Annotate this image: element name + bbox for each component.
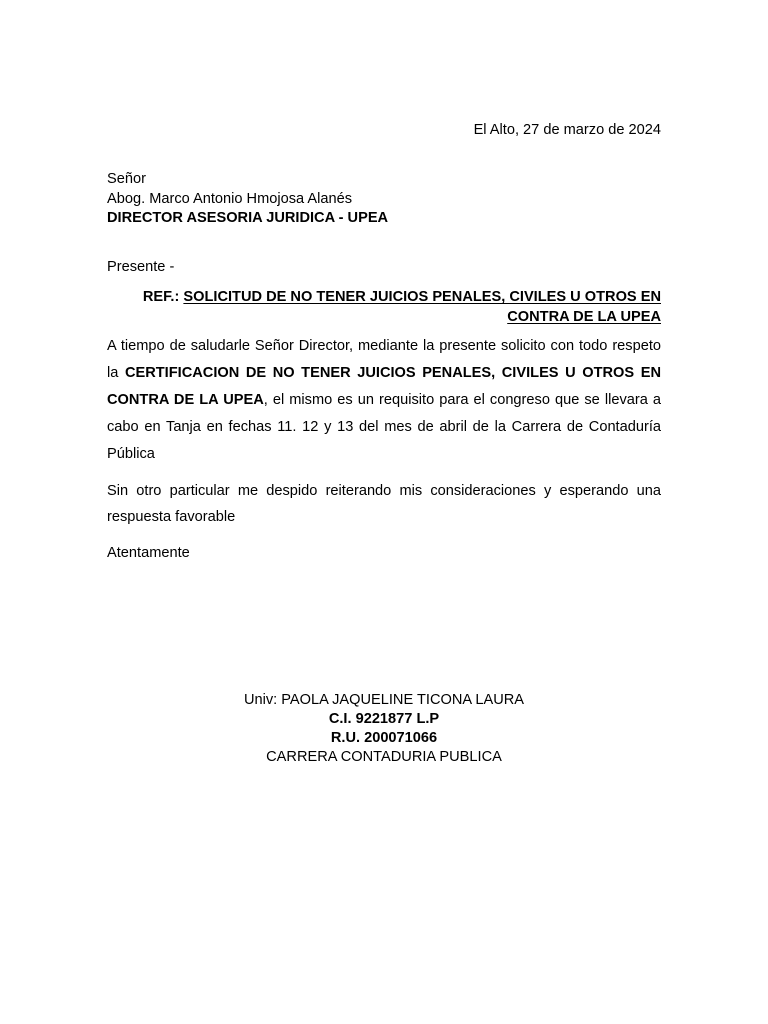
reference-subject-line1: SOLICITUD DE NO TENER JUICIOS PENALES, CIVILES U OTROS EN bbox=[183, 289, 661, 305]
body-paragraph-1 bbox=[107, 333, 661, 468]
body-paragraph-2: Sin otro particular me despido reiterando mis consideraciones y esperando una respuesta favorable bbox=[107, 483, 661, 525]
reference-block bbox=[107, 287, 661, 327]
signature-ci: C.I. 9221877 L.P bbox=[328, 711, 440, 727]
signature-career: CARRERA CONTADURIA PUBLICA bbox=[266, 749, 502, 765]
greeting: Presente - bbox=[107, 259, 175, 275]
recipient-name: Abog. Marco Antonio Hmojosa Alanés bbox=[107, 190, 352, 207]
recipient-salutation: Señor bbox=[107, 171, 146, 187]
signature-name: Univ: PAOLA JAQUELINE TICONA LAURA bbox=[243, 692, 525, 708]
closing: Atentamente bbox=[107, 545, 190, 561]
signature-block bbox=[184, 691, 584, 767]
recipient-block bbox=[107, 170, 661, 229]
body-p1-end: , el mismo es un requisito para el congreso que se llevara a cabo en Tanja en fechas 11. 12 y 13 del mes de abril de la Carrera de Contaduría Pública bbox=[107, 392, 661, 462]
body-p1-start: A tiempo de saludarle Señor Director, mediante la presente solicito con todo respeto la bbox=[107, 338, 661, 381]
letter-date: El Alto, 27 de marzo de 2024 bbox=[473, 122, 661, 138]
reference-subject-line2: CONTRA DE LA UPEA bbox=[507, 309, 661, 325]
recipient-title: DIRECTOR ASESORIA JURIDICA - UPEA bbox=[107, 210, 389, 226]
body-p1-bold: CERTIFICACION DE NO TENER JUICIOS PENALES, CIVILES U OTROS EN CONTRA DE LA UPEA bbox=[107, 365, 661, 408]
signature-ru: R.U. 200071066 bbox=[330, 730, 438, 746]
reference-label: REF.: bbox=[142, 289, 180, 305]
